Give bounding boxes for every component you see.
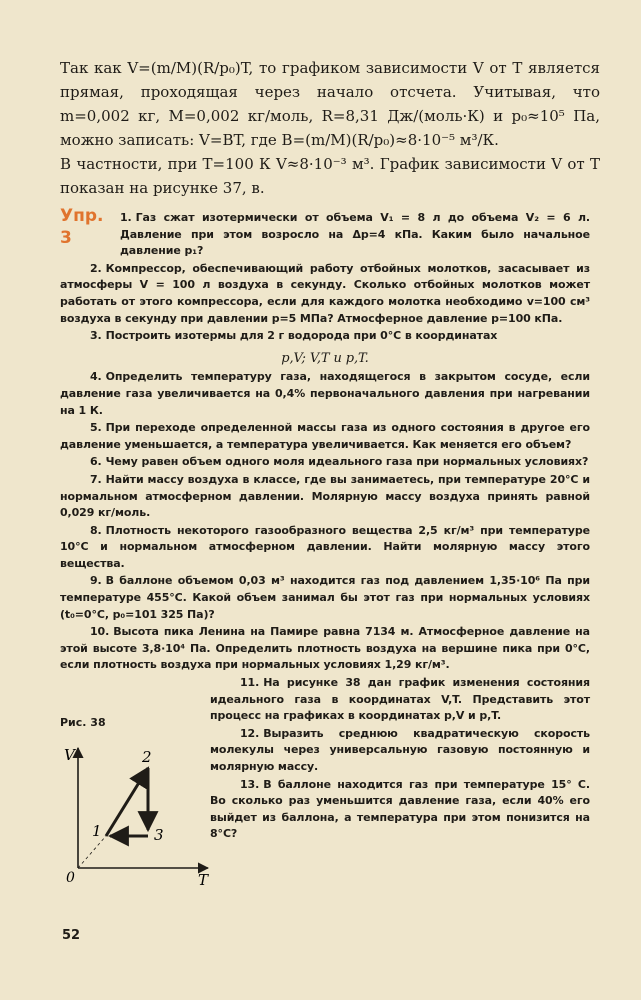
exercise-text: Газ сжат изотермически от объема V₁ = 8 л до объема V₂ = 6 л. Давление при этом возросло на Δp=4 кПа. Каким было начальное давление p₁?	[120, 211, 590, 258]
segment-1-2	[106, 768, 148, 836]
exercise-number: 2.	[90, 261, 102, 275]
exercise-text: В баллоне объемом 0,03 м³ находится газ под давлением 1,35·10⁶ Па при температуре 455°С. Какой объем занимал бы этот газ при нормальных условиях (t₀=0°С, p₀=101 325 Па)?	[60, 574, 590, 621]
point-label-3: 3	[154, 826, 164, 844]
exercise-7	[60, 472, 590, 522]
exercise-text: Высота пика Ленина на Памире равна 7134 м. Атмосферное давление на этой высоте 3,8·10⁴ Па. Определить плотность воздуха на вершине пика при 0°С, если плотность воздуха при нормальных условиях 1,29 кг/м³.	[60, 625, 590, 672]
exercise-13	[210, 777, 590, 843]
exercise-12	[210, 726, 590, 776]
exercise-8	[60, 523, 590, 573]
intro-paragraph-1: Так как V=(m/M)(R/p₀)T, то графиком зависимости V от T является прямая, проходящая через начало отсчета. Учитывая, что m=0,002 кг, M=0,002 кг/моль, R=8,31 Дж/(моль·К) и p₀≈10⁵ Па, можно записать: V=BT, где B=(m/M)(R/p₀)≈8·10⁻⁵ м³/К.	[60, 59, 600, 149]
exercise-text: Определить температуру газа, находящегося в закрытом сосуде, если давление газа увеличивается на 0,4% первоначального давления при нагревании на 1 К.	[60, 370, 590, 417]
exercise-label-word: Упр.	[60, 206, 104, 226]
exercise-text: Найти массу воздуха в классе, где вы занимаетесь, при температуре 20°С и нормальном атмосферном давлении. Молярную массу воздуха принять равной 0,029 кг/моль.	[60, 472, 590, 520]
exercise-number: 9.	[90, 574, 102, 588]
exercise-number: 3.	[90, 329, 102, 343]
exercise-2	[60, 261, 590, 327]
intro-text	[60, 56, 600, 200]
exercise-text: В баллоне находится газ при температуре 15° С. Во сколько раз уменьшится давление газа, если 40% его выйдет из баллона, а температура при этом понизится на 8°С?	[210, 777, 590, 841]
exercise-9	[60, 573, 590, 623]
exercise-text: Выразить среднюю квадратическую скорость молекулы через универсальную газовую постоянную и молярную массу.	[210, 726, 590, 773]
exercise-number: 13.	[240, 777, 260, 791]
exercise-formula: p,V; V,T и p,T.	[281, 350, 369, 366]
axis-label-v: V	[64, 746, 75, 764]
exercise-text: На рисунке 38 дан график изменения состояния идеального газа в координатах V,T. Представить этот процесс на графиках в координатах p,V и p,T.	[210, 676, 590, 723]
exercise-number: 10.	[90, 625, 110, 639]
exercise-number: 11.	[240, 676, 260, 690]
exercise-number: 4.	[90, 370, 102, 384]
exercise-number: 12.	[240, 726, 260, 740]
intro-paragraph-2: В частности, при T=100 К V≈8·10⁻³ м³. График зависимости V от T показан на рисунке 37, в.	[60, 155, 600, 197]
exercise-number: 5.	[90, 421, 102, 435]
exercise-text: Компрессор, обеспечивающий работу отбойных молотков, засасывает из атмосферы V = 100 л воздуха в секунду. Сколько отбойных молотков может работать от этого компрессора, если для каждого молотка необходимо v=100 см³ воздуха в секунду при давлении p=5 МПа? Атмосферное давление p=100 кПа.	[60, 261, 590, 325]
exercise-number: 8.	[90, 523, 102, 537]
figure-vt-diagram	[58, 740, 218, 890]
exercise-5	[60, 420, 590, 453]
exercise-label-number: 3	[60, 228, 72, 248]
exercise-text: Построить изотермы для 2 г водорода при 0°С в координатах	[105, 329, 498, 343]
figure-caption: Рис. 38	[60, 716, 106, 729]
exercise-10	[60, 624, 590, 674]
point-label-1: 1	[92, 822, 102, 840]
exercise-number: 6.	[90, 455, 102, 469]
exercise-6	[60, 454, 590, 471]
axis-label-t: T	[198, 871, 209, 889]
origin-label: 0	[66, 870, 75, 886]
exercise-4	[60, 369, 590, 419]
origin-guide	[78, 836, 106, 868]
exercise-number: 1.	[120, 211, 132, 224]
exercise-3	[60, 328, 590, 367]
exercise-text: При переходе определенной массы газа из одного состояния в другое его давление уменьшается, а температура увеличивается. Как меняется его объем?	[60, 421, 590, 451]
page-number: 52	[62, 928, 81, 943]
exercise-text: Чему равен объем одного моля идеального газа при нормальных условиях?	[105, 455, 589, 469]
exercise-number: 7.	[90, 472, 102, 486]
exercise-11	[210, 675, 590, 725]
point-label-2: 2	[142, 748, 152, 766]
exercise-1	[120, 210, 590, 260]
exercise-text: Плотность некоторого газообразного вещества 2,5 кг/м³ при температуре 10°С и нормальном атмосферном давлении. Найти молярную массу этого вещества.	[60, 523, 590, 570]
